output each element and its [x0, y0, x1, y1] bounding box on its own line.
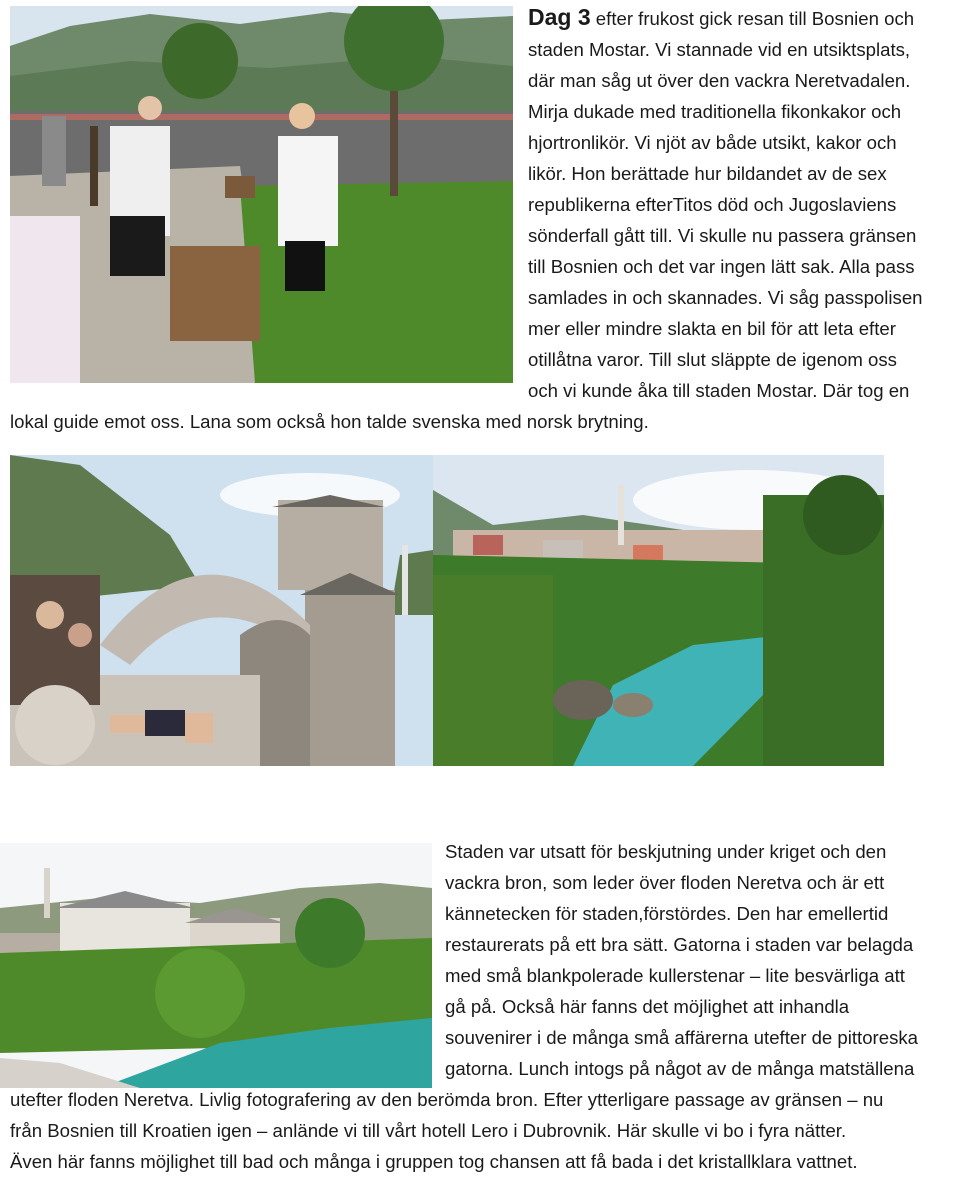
text-line: från Bosnien till Kroatien igen – anlände vi till vårt hotell Lero i Dubrovnik. Här skulle vi bo i fyra nätter.: [10, 1120, 847, 1141]
text-line: samlades in och skannades. Vi såg passpolisen: [528, 287, 923, 308]
text-line: gatorna. Lunch intogs på något av de många matställena: [445, 1058, 915, 1079]
mostar-text: [10, 836, 955, 1177]
text-line: sönderfall gått till. Vi skulle nu passera gränsen: [528, 225, 917, 246]
photo-river-valley: [433, 455, 884, 766]
text-line: Mirja dukade med traditionella fikonkakor och: [528, 101, 902, 122]
text-line: med små blankpolerade kullerstenar – lite besvärliga att: [445, 965, 905, 986]
photo-old-bridge: [10, 455, 433, 766]
text-line: Staden var utsatt för beskjutning under kriget och den: [445, 841, 887, 862]
day3-text: [10, 2, 955, 437]
text-line: och vi kunde åka till staden Mostar. Där tog en: [528, 380, 910, 401]
text-line: republikerna efterTitos död och Jugoslaviens: [528, 194, 897, 215]
text-line: restaurerats på ett bra sätt. Gatorna i staden var belagda: [445, 934, 914, 955]
day-heading: Dag 3: [528, 4, 591, 30]
text-line: efter frukost gick resan till Bosnien och: [590, 8, 915, 29]
text-line: gå på. Också här fanns det möjlighet att inhandla: [445, 996, 850, 1017]
text-line: lokal guide emot oss. Lana som också hon talde svenska med norsk brytning.: [10, 411, 649, 432]
text-line: till Bosnien och det var ingen lätt sak. Alla pass: [528, 256, 915, 277]
text-line: kännetecken för staden,förstördes. Den har emellertid: [445, 903, 889, 924]
text-line: Även här fanns möjlighet till bad och många i gruppen tog chansen att få bada i det kristallklara vattnet.: [10, 1151, 858, 1172]
text-line: likör. Hon berättade hur bildandet av de sex: [528, 163, 887, 184]
text-line: vackra bron, som leder över floden Neretva och är ett: [445, 872, 885, 893]
text-line: hjortronlikör. Vi njöt av både utsikt, kakor och: [528, 132, 897, 153]
text-line: otillåtna varor. Till slut släppte de igenom oss: [528, 349, 897, 370]
text-line: där man såg ut över den vackra Neretvadalen.: [528, 70, 911, 91]
text-line: staden Mostar. Vi stannade vid en utsiktsplats,: [528, 39, 911, 60]
text-line: mer eller mindre slakta en bil för att leta efter: [528, 318, 896, 339]
text-line: souvenirer i de många små affärerna utefter de pittoreska: [445, 1027, 919, 1048]
text-line: utefter floden Neretva. Livlig fotografering av den berömda bron. Efter ytterligare passage av gränsen – nu: [10, 1089, 884, 1110]
